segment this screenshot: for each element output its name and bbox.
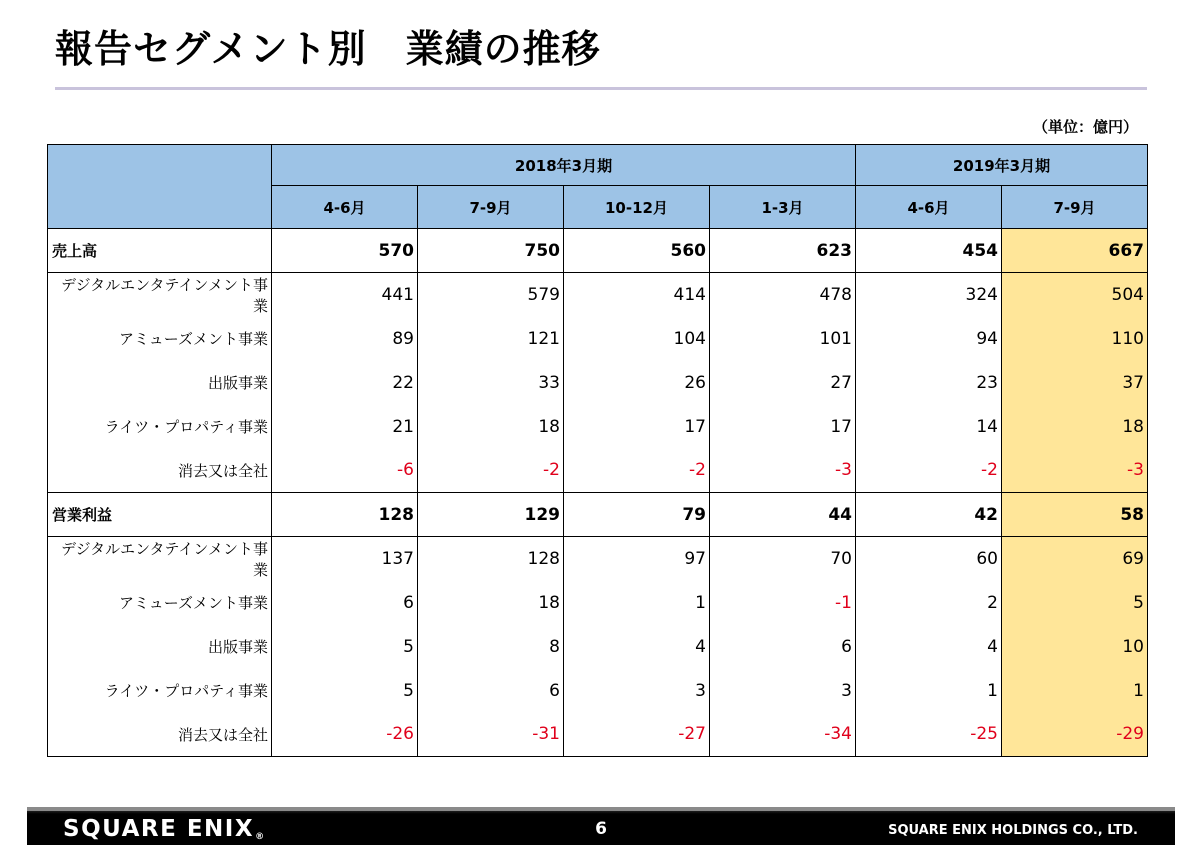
value-cell: 10 (1002, 625, 1148, 669)
segment-detail-row (48, 405, 1148, 449)
value-cell: 18 (1002, 405, 1148, 449)
value-cell: 5 (272, 625, 418, 669)
company-name: SQUARE ENIX HOLDINGS CO., LTD. (888, 823, 1138, 838)
segment-detail-row (48, 625, 1148, 669)
row-label: 消去又は全社 (48, 449, 272, 493)
total-cell: 623 (710, 229, 856, 273)
value-cell: 4 (856, 625, 1002, 669)
value-cell: 104 (564, 317, 710, 361)
value-cell: 324 (856, 273, 1002, 317)
total-cell: 44 (710, 493, 856, 537)
value-cell: 3 (564, 669, 710, 713)
row-label: 出版事業 (48, 625, 272, 669)
value-cell: 37 (1002, 361, 1148, 405)
value-cell: 441 (272, 273, 418, 317)
row-label: 出版事業 (48, 361, 272, 405)
segment-total-row (48, 493, 1148, 537)
segment-detail-row (48, 537, 1148, 581)
value-cell: -25 (856, 713, 1002, 757)
value-cell: 17 (564, 405, 710, 449)
segment-detail-row (48, 317, 1148, 361)
row-label: ライツ・プロパティ事業 (48, 405, 272, 449)
header-quarter: 7-9月 (418, 186, 564, 229)
value-cell: 478 (710, 273, 856, 317)
page-number: 6 (595, 819, 607, 839)
value-cell: -29 (1002, 713, 1148, 757)
header-row-fiscal-year (48, 145, 1148, 186)
value-cell: 21 (272, 405, 418, 449)
total-cell: 560 (564, 229, 710, 273)
value-cell: 26 (564, 361, 710, 405)
value-cell: 1 (1002, 669, 1148, 713)
row-label: アミューズメント事業 (48, 581, 272, 625)
footer-top-line (27, 807, 1175, 811)
value-cell: 18 (418, 405, 564, 449)
value-cell: 89 (272, 317, 418, 361)
value-cell: 60 (856, 537, 1002, 581)
segment-detail-row (48, 361, 1148, 405)
segment-detail-row (48, 449, 1148, 493)
header-quarter: 1-3月 (710, 186, 856, 229)
total-cell: 42 (856, 493, 1002, 537)
value-cell: 97 (564, 537, 710, 581)
unit-note: （単位：億円） (1032, 118, 1138, 136)
footer-bar (27, 807, 1175, 845)
value-cell: 5 (1002, 581, 1148, 625)
page-title: 報告セグメント別 業績の推移 (55, 27, 601, 71)
value-cell: 110 (1002, 317, 1148, 361)
value-cell: -2 (856, 449, 1002, 493)
header-fy2019: 2019年3月期 (856, 145, 1148, 186)
total-cell: 570 (272, 229, 418, 273)
value-cell: 94 (856, 317, 1002, 361)
value-cell: -31 (418, 713, 564, 757)
total-cell: 454 (856, 229, 1002, 273)
header-quarter: 10-12月 (564, 186, 710, 229)
value-cell: 414 (564, 273, 710, 317)
row-label: 消去又は全社 (48, 713, 272, 757)
value-cell: 6 (418, 669, 564, 713)
value-cell: 3 (710, 669, 856, 713)
value-cell: -26 (272, 713, 418, 757)
segment-detail-row (48, 581, 1148, 625)
value-cell: 101 (710, 317, 856, 361)
row-label: デジタルエンタテインメント事業 (48, 273, 272, 317)
header-quarter: 4-6月 (272, 186, 418, 229)
segment-total-row (48, 229, 1148, 273)
header-quarter: 4-6月 (856, 186, 1002, 229)
value-cell: 137 (272, 537, 418, 581)
value-cell: 121 (418, 317, 564, 361)
value-cell: -2 (564, 449, 710, 493)
value-cell: 5 (272, 669, 418, 713)
value-cell: -2 (418, 449, 564, 493)
value-cell: 2 (856, 581, 1002, 625)
value-cell: 8 (418, 625, 564, 669)
value-cell: 33 (418, 361, 564, 405)
segment-performance-table (47, 144, 1148, 757)
value-cell: 70 (710, 537, 856, 581)
header-corner-cell (48, 145, 272, 229)
value-cell: -27 (564, 713, 710, 757)
square-enix-logo (63, 816, 266, 842)
value-cell: -3 (1002, 449, 1148, 493)
header-fy2018: 2018年3月期 (272, 145, 856, 186)
logo-text: SQUARE ENIX (63, 816, 255, 842)
header-quarter: 7-9月 (1002, 186, 1148, 229)
value-cell: 504 (1002, 273, 1148, 317)
row-label: アミューズメント事業 (48, 317, 272, 361)
value-cell: 23 (856, 361, 1002, 405)
row-label: 売上高 (48, 229, 272, 273)
segment-detail-row (48, 669, 1148, 713)
total-cell: 667 (1002, 229, 1148, 273)
value-cell: 27 (710, 361, 856, 405)
value-cell: -3 (710, 449, 856, 493)
value-cell: 22 (272, 361, 418, 405)
total-cell: 128 (272, 493, 418, 537)
row-label: デジタルエンタテインメント事業 (48, 537, 272, 581)
value-cell: 17 (710, 405, 856, 449)
total-cell: 750 (418, 229, 564, 273)
value-cell: 6 (272, 581, 418, 625)
registered-mark: ® (255, 832, 266, 842)
value-cell: 18 (418, 581, 564, 625)
row-label: ライツ・プロパティ事業 (48, 669, 272, 713)
value-cell: 128 (418, 537, 564, 581)
value-cell: 579 (418, 273, 564, 317)
value-cell: 6 (710, 625, 856, 669)
value-cell: 14 (856, 405, 1002, 449)
value-cell: 1 (564, 581, 710, 625)
value-cell: -6 (272, 449, 418, 493)
title-underline (55, 87, 1147, 90)
value-cell: -1 (710, 581, 856, 625)
value-cell: 69 (1002, 537, 1148, 581)
row-label: 営業利益 (48, 493, 272, 537)
total-cell: 58 (1002, 493, 1148, 537)
segment-detail-row (48, 713, 1148, 757)
value-cell: 4 (564, 625, 710, 669)
value-cell: 1 (856, 669, 1002, 713)
total-cell: 79 (564, 493, 710, 537)
segment-detail-row (48, 273, 1148, 317)
value-cell: -34 (710, 713, 856, 757)
total-cell: 129 (418, 493, 564, 537)
